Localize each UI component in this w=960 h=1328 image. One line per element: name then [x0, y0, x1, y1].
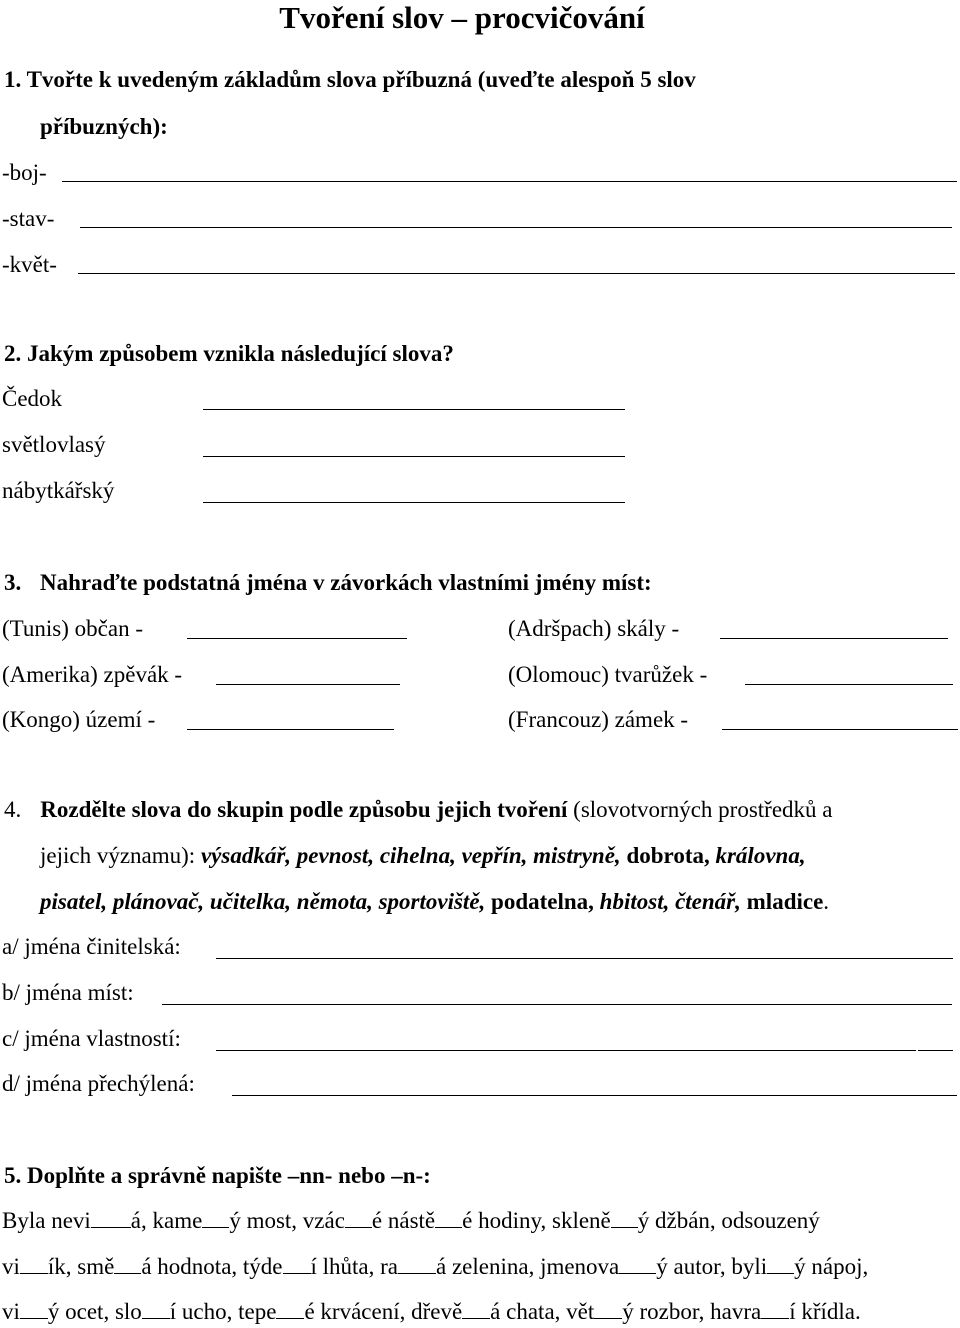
ex1-heading: 1. Tvořte k uvedeným základům slova příbuzná (uveďte alespoň 5 slov: [4, 67, 696, 92]
ex5-text: í křídla.: [789, 1299, 861, 1324]
ex5-text: vi: [2, 1299, 20, 1324]
fill-blank[interactable]: [276, 1300, 304, 1319]
ex5-text: Byla nevi: [2, 1208, 91, 1233]
ex4-words-b: pisatel, plánovač, učitelka, němota, sportoviště,: [40, 889, 486, 914]
fill-blank[interactable]: [462, 1300, 490, 1319]
ex1-heading-cont: příbuzných):: [40, 114, 168, 139]
answer-line-cedok[interactable]: [203, 409, 625, 410]
ex3-item-adrspach: (Adršpach) skály -: [508, 616, 680, 641]
ex4-word-kralovna: královna,: [709, 843, 806, 868]
root-stav: -stav-: [2, 206, 55, 231]
group-b-label: b/ jména míst:: [2, 980, 134, 1005]
word-cedok: Čedok: [2, 386, 63, 411]
ex2-heading: 2. Jakým způsobem vznikla následující slova?: [4, 341, 454, 366]
fill-blank[interactable]: [435, 1209, 462, 1228]
ex4-words-a: výsadkář, pevnost, cihelna, vepřín, mistryně,: [200, 843, 621, 868]
answer-line-kongo[interactable]: [187, 729, 394, 730]
fill-blank[interactable]: [202, 1209, 229, 1228]
fill-blank[interactable]: [20, 1255, 48, 1274]
ex5-text: ík, smě: [47, 1254, 115, 1279]
ex4-period: .: [823, 889, 830, 914]
answer-line-kvet[interactable]: [78, 273, 955, 274]
ex5-line3: [2, 1299, 861, 1325]
ex5-text: ý most, vzác: [229, 1208, 345, 1233]
ex5-text: é nástě: [371, 1208, 436, 1233]
fill-blank[interactable]: [283, 1255, 311, 1274]
answer-line-olomouc[interactable]: [745, 684, 953, 685]
ex4-word-mladice: mladice: [740, 889, 824, 914]
ex5-text: í lhůta, ra: [310, 1254, 398, 1279]
ex5-text: é hodiny, skleně: [462, 1208, 611, 1233]
page-title: Tvoření slov – procvičování: [279, 0, 645, 35]
ex3-number: 3.: [4, 570, 22, 595]
ex4-words-c: hbitost, čtenář,: [593, 889, 741, 914]
answer-line-stav[interactable]: [80, 227, 952, 228]
fill-blank[interactable]: [91, 1209, 131, 1228]
ex5-text: í ucho, tepe: [169, 1299, 277, 1324]
ex5-text: vi: [2, 1254, 20, 1279]
answer-line-nabytkarsky[interactable]: [203, 502, 625, 503]
fill-blank[interactable]: [594, 1300, 622, 1319]
ex4-word-dobrota: dobrota,: [620, 843, 710, 868]
ex5-text: á zelenina, jmenova: [436, 1254, 620, 1279]
ex4-line2-plain: jejich významu):: [40, 843, 201, 868]
ex5-line1: [2, 1208, 820, 1234]
ex3-heading: Nahraďte podstatná jména v závorkách vlastními jmény míst:: [40, 570, 652, 595]
fill-blank[interactable]: [20, 1300, 48, 1319]
answer-line-boj[interactable]: [62, 181, 957, 182]
ex4-heading-line3: [40, 889, 829, 915]
fill-blank[interactable]: [398, 1255, 436, 1274]
fill-blank[interactable]: [142, 1300, 170, 1319]
ex3-item-tunis: (Tunis) občan -: [2, 616, 143, 641]
answer-line-adrspach[interactable]: [720, 638, 948, 639]
ex5-text: ý džbán, odsouzený: [637, 1208, 820, 1233]
answer-line-group-c-tail[interactable]: [918, 1050, 953, 1051]
fill-blank[interactable]: [761, 1300, 789, 1319]
answer-line-group-c[interactable]: [216, 1050, 916, 1051]
ex5-text: ý rozbor, havra: [622, 1299, 762, 1324]
ex4-heading-bold: Rozdělte slova do skupin podle způsobu jejich tvoření: [40, 797, 568, 822]
ex5-text: á, kame: [130, 1208, 203, 1233]
ex5-text: ý ocet, slo: [47, 1299, 142, 1324]
answer-line-svetlovlasy[interactable]: [203, 456, 625, 457]
ex5-line2: [2, 1254, 868, 1280]
word-svetlovlasy: světlovlasý: [2, 432, 106, 457]
ex5-text: ý nápoj,: [794, 1254, 869, 1279]
ex5-text: é krvácení, dřevě: [304, 1299, 463, 1324]
root-kvet: -květ-: [2, 252, 57, 277]
ex5-text: á chata, vět: [490, 1299, 595, 1324]
answer-line-group-a[interactable]: [216, 958, 953, 959]
ex5-text: á hodnota, týde: [141, 1254, 283, 1279]
ex3-item-kongo: (Kongo) území -: [2, 707, 156, 732]
answer-line-tunis[interactable]: [187, 638, 407, 639]
ex3-item-francouz: (Francouz) zámek -: [508, 707, 689, 732]
ex4-heading-line2: [40, 843, 806, 869]
answer-line-francouz[interactable]: [722, 729, 958, 730]
fill-blank[interactable]: [611, 1209, 638, 1228]
ex4-heading-rest: (slovotvorných prostředků a: [567, 797, 833, 822]
fill-blank[interactable]: [767, 1255, 794, 1274]
word-nabytkarsky: nábytkářský: [2, 478, 115, 503]
ex4-word-podatelna: podatelna,: [485, 889, 594, 914]
fill-blank[interactable]: [114, 1255, 141, 1274]
ex5-text: ý autor, byli: [656, 1254, 768, 1279]
ex3-item-amerika: (Amerika) zpěvák -: [2, 662, 183, 687]
group-c-label: c/ jména vlastností:: [2, 1026, 181, 1051]
ex4-heading-line1: [4, 797, 833, 823]
group-d-label: d/ jména přechýlená:: [2, 1071, 195, 1096]
answer-line-group-b[interactable]: [162, 1004, 952, 1005]
ex5-heading: 5. Doplňte a správně napište –nn- nebo –n-:: [4, 1163, 431, 1188]
answer-line-amerika[interactable]: [216, 684, 400, 685]
fill-blank[interactable]: [345, 1209, 372, 1228]
ex4-number: 4.: [4, 797, 22, 822]
answer-line-group-d[interactable]: [232, 1095, 957, 1096]
root-boj: -boj-: [2, 160, 47, 185]
group-a-label: a/ jména činitelská:: [2, 934, 181, 959]
fill-blank[interactable]: [619, 1255, 656, 1274]
ex3-item-olomouc: (Olomouc) tvarůžek -: [508, 662, 708, 687]
